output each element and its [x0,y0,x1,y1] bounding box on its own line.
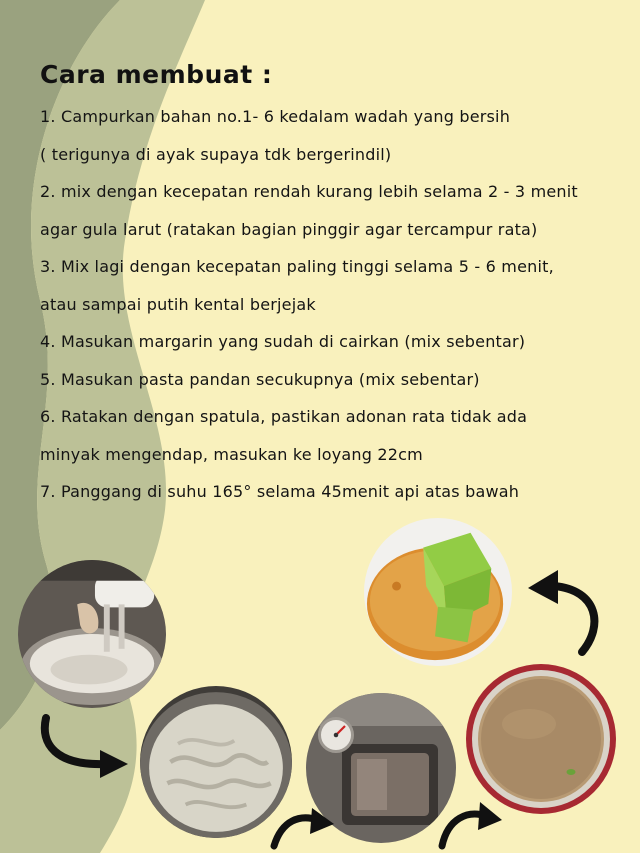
mixing-photo [18,560,166,708]
curved-arrow-icon [36,714,136,784]
step-line: 7. Panggang di suhu 165° selama 45menit api atas bawah [40,482,520,501]
step-line: agar gula larut (ratakan bagian pinggir agar tercampur rata) [40,219,538,239]
step-line: 3. Mix lagi dengan kecepatan paling tinggi selama 5 - 6 menit, [40,257,554,276]
step-line: atau sampai putih kental berjejak [40,294,316,314]
curved-arrow-icon [514,560,610,660]
step-line: minyak mengendap, masukan ke loyang 22cm [40,444,423,464]
curved-arrow-icon [268,800,336,852]
step-line: 5. Masukan pasta pandan secukupnya (mix sebentar) [40,369,480,389]
step-line: ( terigunya di ayak supaya tdk bergerindil) [40,144,392,164]
step-line: 2. mix dengan kecepatan rendah kurang lebih selama 2 - 3 menit [40,182,578,201]
steps-list [40,98,620,511]
curved-arrow-icon [434,796,504,852]
step-line: 4. Masukan margarin yang sudah di cairkan (mix sebentar) [40,332,526,351]
step-line: 6. Ratakan dengan spatula, pastikan adonan rata tidak ada [40,407,528,426]
step-line: 1. Campurkan bahan no.1- 6 kedalam wadah yang bersih [40,107,511,126]
baking-pan-photo [466,664,616,814]
pandan-cake-photo [364,518,512,666]
page-title: Cara membuat : [40,60,273,89]
